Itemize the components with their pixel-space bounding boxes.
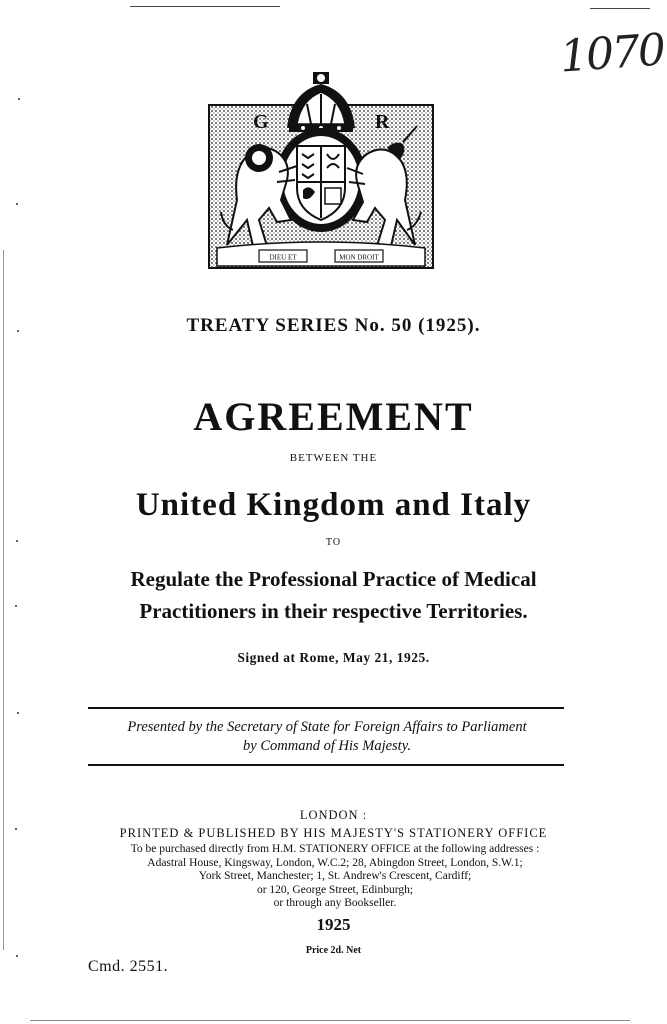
imprint-city: LONDON :	[299, 808, 368, 822]
cypher-r: R	[375, 111, 390, 133]
scan-speck	[17, 712, 19, 714]
subject-line: Practitioners in their respective Territories.	[139, 599, 528, 623]
scan-edge-top	[130, 6, 280, 7]
scan-speck	[16, 203, 18, 205]
cypher-g: G	[253, 111, 269, 133]
address-line: or through any Bookseller.	[273, 897, 397, 909]
publication-year: 1925	[316, 915, 351, 934]
motto-left: DIEU ET	[269, 253, 297, 262]
imprint-printer: PRINTED & PUBLISHED BY HIS MAJESTY'S STATIONERY OFFICE	[119, 826, 548, 840]
scan-speck	[18, 98, 20, 100]
subject-line: Regulate the Professional Practice of Medical	[130, 567, 537, 591]
document-title: AGREEMENT	[193, 394, 474, 439]
scan-edge-top	[590, 8, 650, 9]
royal-coat-of-arms-icon	[207, 70, 435, 270]
handwritten-page-number: 1070	[558, 24, 666, 83]
motto-right: MON DROIT	[339, 253, 379, 262]
presented-line: by Command of His Majesty.	[243, 738, 411, 754]
between-label: BETWEEN THE	[289, 452, 378, 464]
address-line: To be purchased directly from H.M. STATIONERY OFFICE at the following addresses :	[130, 843, 540, 855]
divider-bottom	[88, 764, 564, 766]
address-line: Adastral House, Kingsway, London, W.C.2; 28, Abingdon Street, London, S.W.1;	[147, 856, 523, 869]
agreement-subject	[0, 563, 667, 627]
presented-note	[88, 718, 566, 756]
crown-icon	[287, 72, 355, 132]
to-label: TO	[325, 537, 342, 548]
treaty-series-title: TREATY SERIES No. 50 (1925).	[186, 315, 481, 336]
divider-top	[88, 707, 564, 709]
signed-line: Signed at Rome, May 21, 1925.	[237, 650, 430, 665]
purchase-addresses	[40, 843, 630, 911]
price-label: Price 2d. Net	[305, 945, 362, 956]
address-line: or 120, George Street, Edinburgh;	[256, 883, 414, 896]
parties-heading: United Kingdom and Italy	[135, 487, 532, 523]
command-number: Cmd. 2551.	[88, 958, 169, 975]
presented-line: Presented by the Secretary of State for Foreign Affairs to Parliament	[127, 719, 527, 735]
address-line: York Street, Manchester; 1, St. Andrew's Crescent, Cardiff;	[198, 870, 472, 882]
scan-edge-bottom	[30, 1020, 630, 1021]
